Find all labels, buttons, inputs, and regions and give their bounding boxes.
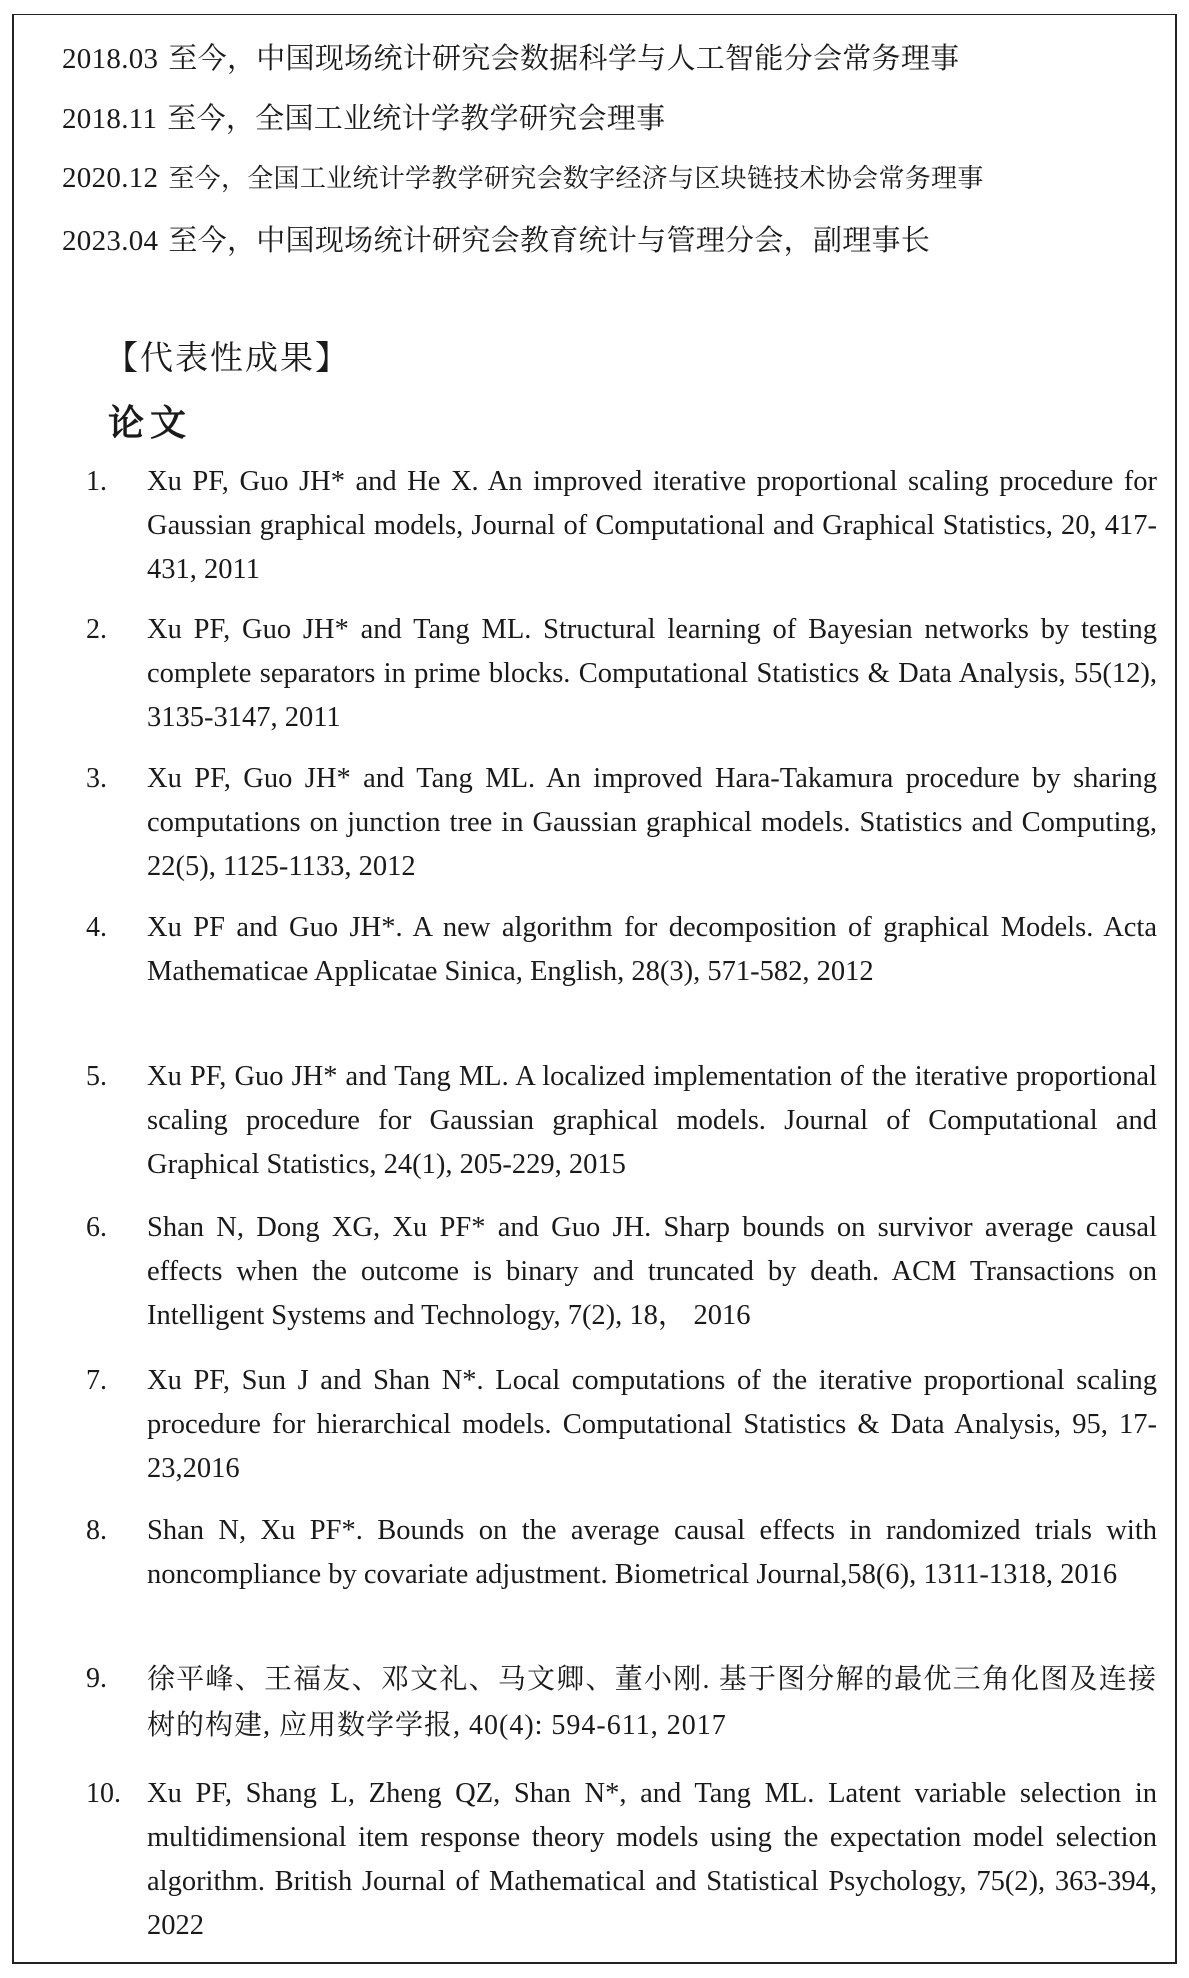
role-date: 2020.12 bbox=[62, 162, 159, 194]
role-text: 至今，中国现场统计研究会数据科学与人工智能分会常务理事 bbox=[168, 43, 960, 75]
publication-number: 2. bbox=[86, 614, 107, 645]
publication-citation: Xu PF, Guo JH* and Tang ML. An improved Hara-Takamura procedure by sharing computations on junction tree in Gaussian graphical models. Statistics and Computing, 22(5), 1125-1133, 2012 bbox=[147, 763, 1157, 882]
sub-heading-papers: 论文 bbox=[108, 403, 193, 443]
publication-citation: Xu PF, Guo JH* and Tang ML. A localized implementation of the iterative proportional scaling procedure for Gaussian graphical models. Journal of Computational and Graphical Statistics, 24(1), 205-229, 2015 bbox=[147, 1061, 1157, 1180]
publication-citation: 徐平峰、王福友、邓文礼、马文卿、董小刚. 基于图分解的最优三角化图及连接树的构建, 应用数学学报, 40(4): 594-611, 2017 bbox=[147, 1664, 1157, 1741]
publication-number: 5. bbox=[86, 1061, 107, 1092]
publication-number: 3. bbox=[86, 763, 107, 794]
publication-number: 6. bbox=[86, 1212, 107, 1243]
role-line-3 bbox=[62, 158, 984, 195]
publication-number: 10. bbox=[86, 1778, 121, 1809]
role-date: 2018.11 bbox=[62, 103, 158, 135]
role-date: 2018.03 bbox=[62, 43, 159, 75]
publication-citation: Xu PF, Sun J and Shan N*. Local computations of the iterative proportional scaling procedure for hierarchical models. Computational Statistics & Data Analysis, 95, 17-23,2016 bbox=[147, 1365, 1157, 1484]
role-line-4 bbox=[62, 218, 930, 259]
publication-citation: Xu PF and Guo JH*. A new algorithm for decomposition of graphical Models. Acta Mathematicae Applicatae Sinica, English, 28(3), 571-582, 2012 bbox=[147, 912, 1157, 987]
publication-citation: Shan N, Dong XG, Xu PF* and Guo JH. Sharp bounds on survivor average causal effects when the outcome is binary and truncated by death. ACM Transactions on Intelligent Systems and Technology, 7(2), 18， 2016 bbox=[147, 1212, 1157, 1331]
role-text: 至今，中国现场统计研究会教育统计与管理分会，副理事长 bbox=[168, 225, 931, 257]
publication-citation: Shan N, Xu PF*. Bounds on the average causal effects in randomized trials with noncompliance by covariate adjustment. Biometrical Journal,58(6), 1311-1318, 2016 bbox=[147, 1515, 1157, 1590]
role-text: 至今，全国工业统计学教学研究会数字经济与区块链技术协会常务理事 bbox=[168, 164, 984, 193]
publication-number: 8. bbox=[86, 1515, 107, 1546]
publication-number: 9. bbox=[86, 1663, 107, 1694]
publication-number: 7. bbox=[86, 1365, 107, 1396]
role-line-2 bbox=[62, 96, 665, 137]
role-line-1 bbox=[62, 36, 959, 77]
publication-number: 4. bbox=[86, 912, 107, 943]
publication-citation: Xu PF, Guo JH* and He X. An improved iterative proportional scaling procedure for Gaussian graphical models, Journal of Computational and Graphical Statistics, 20, 417-431, 2011 bbox=[147, 466, 1157, 585]
section-heading-representative-results: 【代表性成果】 bbox=[105, 341, 350, 377]
publication-citation: Xu PF, Guo JH* and Tang ML. Structural learning of Bayesian networks by testing complete separators in prime blocks. Computational Statistics & Data Analysis, 55(12), 3135-3147, 2011 bbox=[147, 614, 1157, 733]
publication-number: 1. bbox=[86, 466, 107, 497]
role-text: 至今，全国工业统计学教学研究会理事 bbox=[167, 103, 666, 135]
publication-citation: Xu PF, Shang L, Zheng QZ, Shan N*, and Tang ML. Latent variable selection in multidimensional item response theory models using the expectation model selection algorithm. British Journal of Mathematical and Statistical Psychology, 75(2), 363-394, 2022 bbox=[147, 1778, 1157, 1941]
role-date: 2023.04 bbox=[62, 225, 159, 257]
